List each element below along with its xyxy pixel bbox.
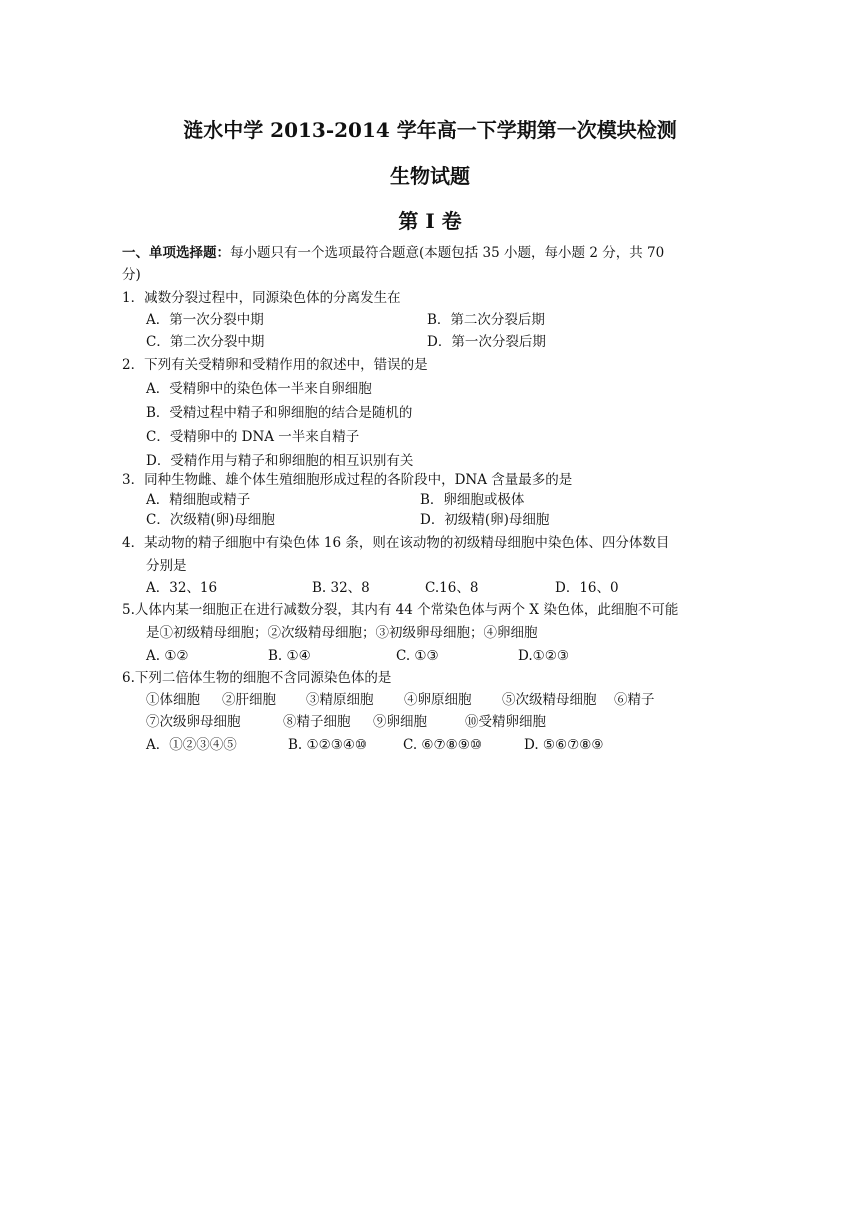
section-description: 每小题只有一个选项最符合题意(本题包括 35 小题，每小题 2 分，共 70 — [230, 245, 665, 261]
question-6-item: ⑦次级卵母细胞 — [146, 714, 241, 730]
question-3-option-a: A．精细胞或精子 — [146, 492, 251, 508]
question-6-stem: 6.下列二倍体生物的细胞不含同源染色体的是 — [122, 670, 392, 686]
exam-subtitle: 生物试题 — [390, 164, 470, 188]
question-5-stem: 5.人体内某一细胞正在进行减数分裂，其内有 44 个常染色体与两个 X 染色体，此细胞不可能 — [122, 602, 679, 618]
question-1-stem: 1．减数分裂过程中，同源染色体的分离发生在 — [122, 290, 401, 306]
question-6-option-d: D. ⑤⑥⑦⑧⑨ — [524, 737, 604, 753]
question-3-stem: 3．同种生物雌、雄个体生殖细胞形成过程的各阶段中，DNA 含量最多的是 — [122, 472, 573, 488]
question-5-option-c: C. ①③ — [396, 648, 439, 664]
exam-title: 涟水中学 2013-2014 学年高一下学期第一次模块检测 — [183, 118, 677, 142]
question-3-option-d: D．初级精(卵)母细胞 — [420, 512, 550, 528]
question-1-option-a: A．第一次分裂中期 — [146, 312, 264, 328]
question-6-item: ④卵原细胞 — [404, 692, 472, 708]
question-1-option-d: D．第一次分裂后期 — [427, 334, 546, 350]
question-6-item: ⑨卵细胞 — [373, 714, 427, 730]
question-1-option-c: C．第二次分裂中期 — [146, 334, 265, 350]
question-4-option-d: D．16、0 — [555, 580, 619, 596]
question-1-option-b: B．第二次分裂后期 — [427, 312, 545, 328]
section-instructions — [122, 243, 664, 263]
question-6-item: ⑧精子细胞 — [283, 714, 351, 730]
question-4-option-c: C.16、8 — [425, 580, 479, 596]
question-6-item: ①体细胞 — [146, 692, 200, 708]
question-5-option-a: A. ①② — [146, 648, 189, 664]
question-6-item: ③精原细胞 — [306, 692, 374, 708]
question-6-option-c: C. ⑥⑦⑧⑨⑩ — [403, 737, 482, 753]
question-6-item: ⑤次级精母细胞 — [502, 692, 597, 708]
question-6-option-b: B. ①②③④⑩ — [288, 737, 368, 753]
question-3-option-b: B．卵细胞或极体 — [420, 492, 525, 508]
question-3-option-c: C．次级精(卵)母细胞 — [146, 512, 275, 528]
question-6-item: ⑥精子 — [614, 692, 655, 708]
question-6-item: ⑩受精卵细胞 — [465, 714, 546, 730]
section-description-cont: 分) — [122, 267, 141, 283]
section-label: 一、单项选择题： — [122, 245, 230, 261]
question-4-stem-cont: 分别是 — [146, 558, 187, 574]
question-6-item: ②肝细胞 — [222, 692, 276, 708]
question-6-option-a: A．①②③④⑤ — [146, 737, 237, 753]
question-2-option-d: D．受精作用与精子和卵细胞的相互识别有关 — [146, 453, 414, 469]
question-4-stem: 4．某动物的精子细胞中有染色体 16 条，则在该动物的初级精母细胞中染色体、四分体数目 — [122, 535, 670, 551]
question-4-option-b: B. 32、8 — [312, 580, 370, 596]
question-5-option-d: D.①②③ — [518, 648, 569, 664]
question-2-option-c: C．受精卵中的 DNA 一半来自精子 — [146, 429, 360, 445]
question-5-stem-cont: 是①初级精母细胞；②次级精母细胞；③初级卵母细胞；④卵细胞 — [146, 625, 538, 641]
question-5-option-b: B. ①④ — [268, 648, 311, 664]
question-2-option-b: B．受精过程中精子和卵细胞的结合是随机的 — [146, 405, 413, 421]
volume-heading: 第 I 卷 — [398, 209, 462, 233]
question-4-option-a: A．32、16 — [146, 580, 218, 596]
question-2-option-a: A．受精卵中的染色体一半来自卵细胞 — [146, 381, 372, 397]
question-2-stem: 2．下列有关受精卵和受精作用的叙述中，错误的是 — [122, 357, 428, 373]
